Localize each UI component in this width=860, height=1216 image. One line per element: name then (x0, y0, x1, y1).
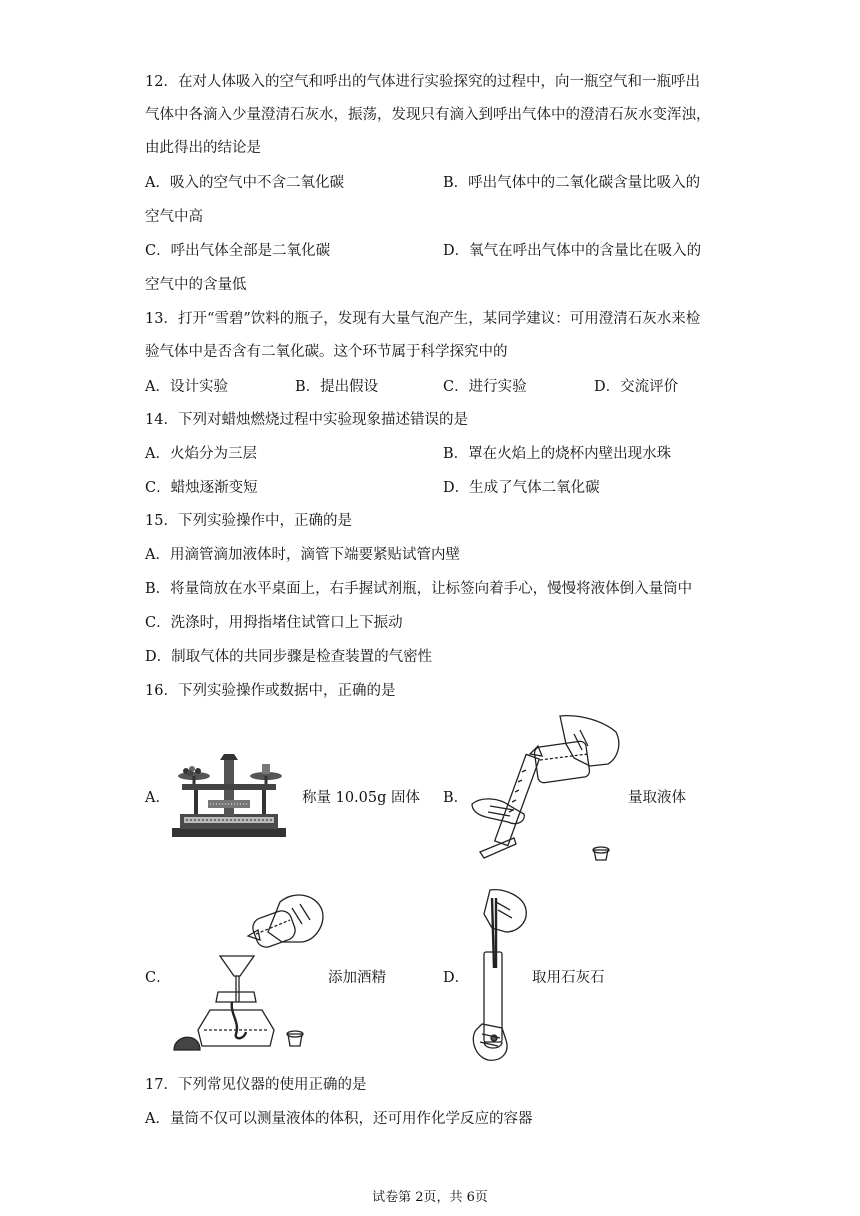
q16-option-c-letter: C． (145, 970, 171, 986)
q12-option-b-cont: 空气中高 (145, 209, 203, 225)
alcohol-lamp-funnel-icon (170, 884, 330, 1056)
q14-stem: 14．下列对蜡烛燃烧过程中实验现象描述错误的是 (145, 412, 468, 428)
q15-stem: 15．下列实验操作中，正确的是 (145, 513, 352, 529)
q16-option-a-letter: A． (145, 790, 170, 806)
q13-option-a: A．设计实验 (145, 379, 228, 395)
q13-option-c: C．进行实验 (443, 379, 527, 395)
q12-option-d: D．氧气在呼出气体中的含量比在吸入的 (443, 243, 702, 259)
q16-stem: 16．下列实验操作或数据中，正确的是 (145, 683, 396, 699)
q16-option-d-caption: 取用石灰石 (532, 970, 605, 986)
q15-option-b: B．将量筒放在水平桌面上，右手握试剂瓶，让标签向着手心，慢慢将液体倒入量筒中 (145, 581, 693, 597)
q14-option-c: C．蜡烛逐渐变短 (145, 480, 258, 496)
q12-stem-line2: 气体中各滴入少量澄清石灰水，振荡，发现只有滴入到呼出气体中的澄清石灰水变浑浊， (145, 107, 711, 123)
q13-option-d: D．交流评价 (594, 379, 679, 395)
q15-option-c: C．洗涤时，用拇指堵住试管口上下振动 (145, 615, 403, 631)
q12-option-b: B．呼出气体中的二氧化碳含量比吸入的 (443, 175, 701, 191)
q12-option-d-cont: 空气中的含量低 (145, 277, 247, 293)
q12-option-a: A．吸入的空气中不含二氧化碳 (145, 175, 344, 191)
q14-option-d: D．生成了气体二氧化碳 (443, 480, 600, 496)
q16-option-b-caption: 量取液体 (628, 790, 686, 806)
page-footer: 试卷第 2页，共 6页 (372, 1190, 488, 1205)
graduated-cylinder-pouring-icon (470, 714, 628, 866)
q13-stem-line2: 验气体中是否含有二氧化碳。这个环节属于科学探究中的 (145, 344, 508, 360)
q16-option-a-caption: 称量 10.05g 固体 (302, 790, 421, 806)
q17-stem: 17．下列常见仪器的使用正确的是 (145, 1077, 367, 1093)
q16-option-b-letter: B． (443, 790, 469, 806)
balance-scale-icon (168, 752, 290, 840)
q12-option-c: C．呼出气体全部是二氧化碳 (145, 243, 331, 259)
q13-stem-line1: 13．打开“雪碧”饮料的瓶子，发现有大量气泡产生，某同学建议：可用澄清石灰水来检 (145, 311, 701, 327)
test-tube-tweezers-icon (468, 888, 532, 1064)
q12-stem-line3: 由此得出的结论是 (145, 140, 261, 156)
q13-option-b: B．提出假设 (295, 379, 379, 395)
q14-option-a: A．火焰分为三层 (145, 446, 257, 462)
q15-option-d: D．制取气体的共同步骤是检查装置的气密性 (145, 649, 433, 665)
q14-option-b: B．罩在火焰上的烧杯内壁出现水珠 (443, 446, 672, 462)
q16-option-c-caption: 添加酒精 (328, 970, 386, 986)
q17-option-a: A．量筒不仅可以测量液体的体积，还可用作化学反应的容器 (145, 1111, 533, 1127)
q12-stem-line1: 12．在对人体吸入的空气和呼出的气体进行实验探究的过程中，向一瓶空气和一瓶呼出 (145, 74, 700, 90)
q15-option-a: A．用滴管滴加液体时，滴管下端要紧贴试管内壁 (145, 547, 460, 563)
q16-option-d-letter: D． (443, 970, 470, 986)
